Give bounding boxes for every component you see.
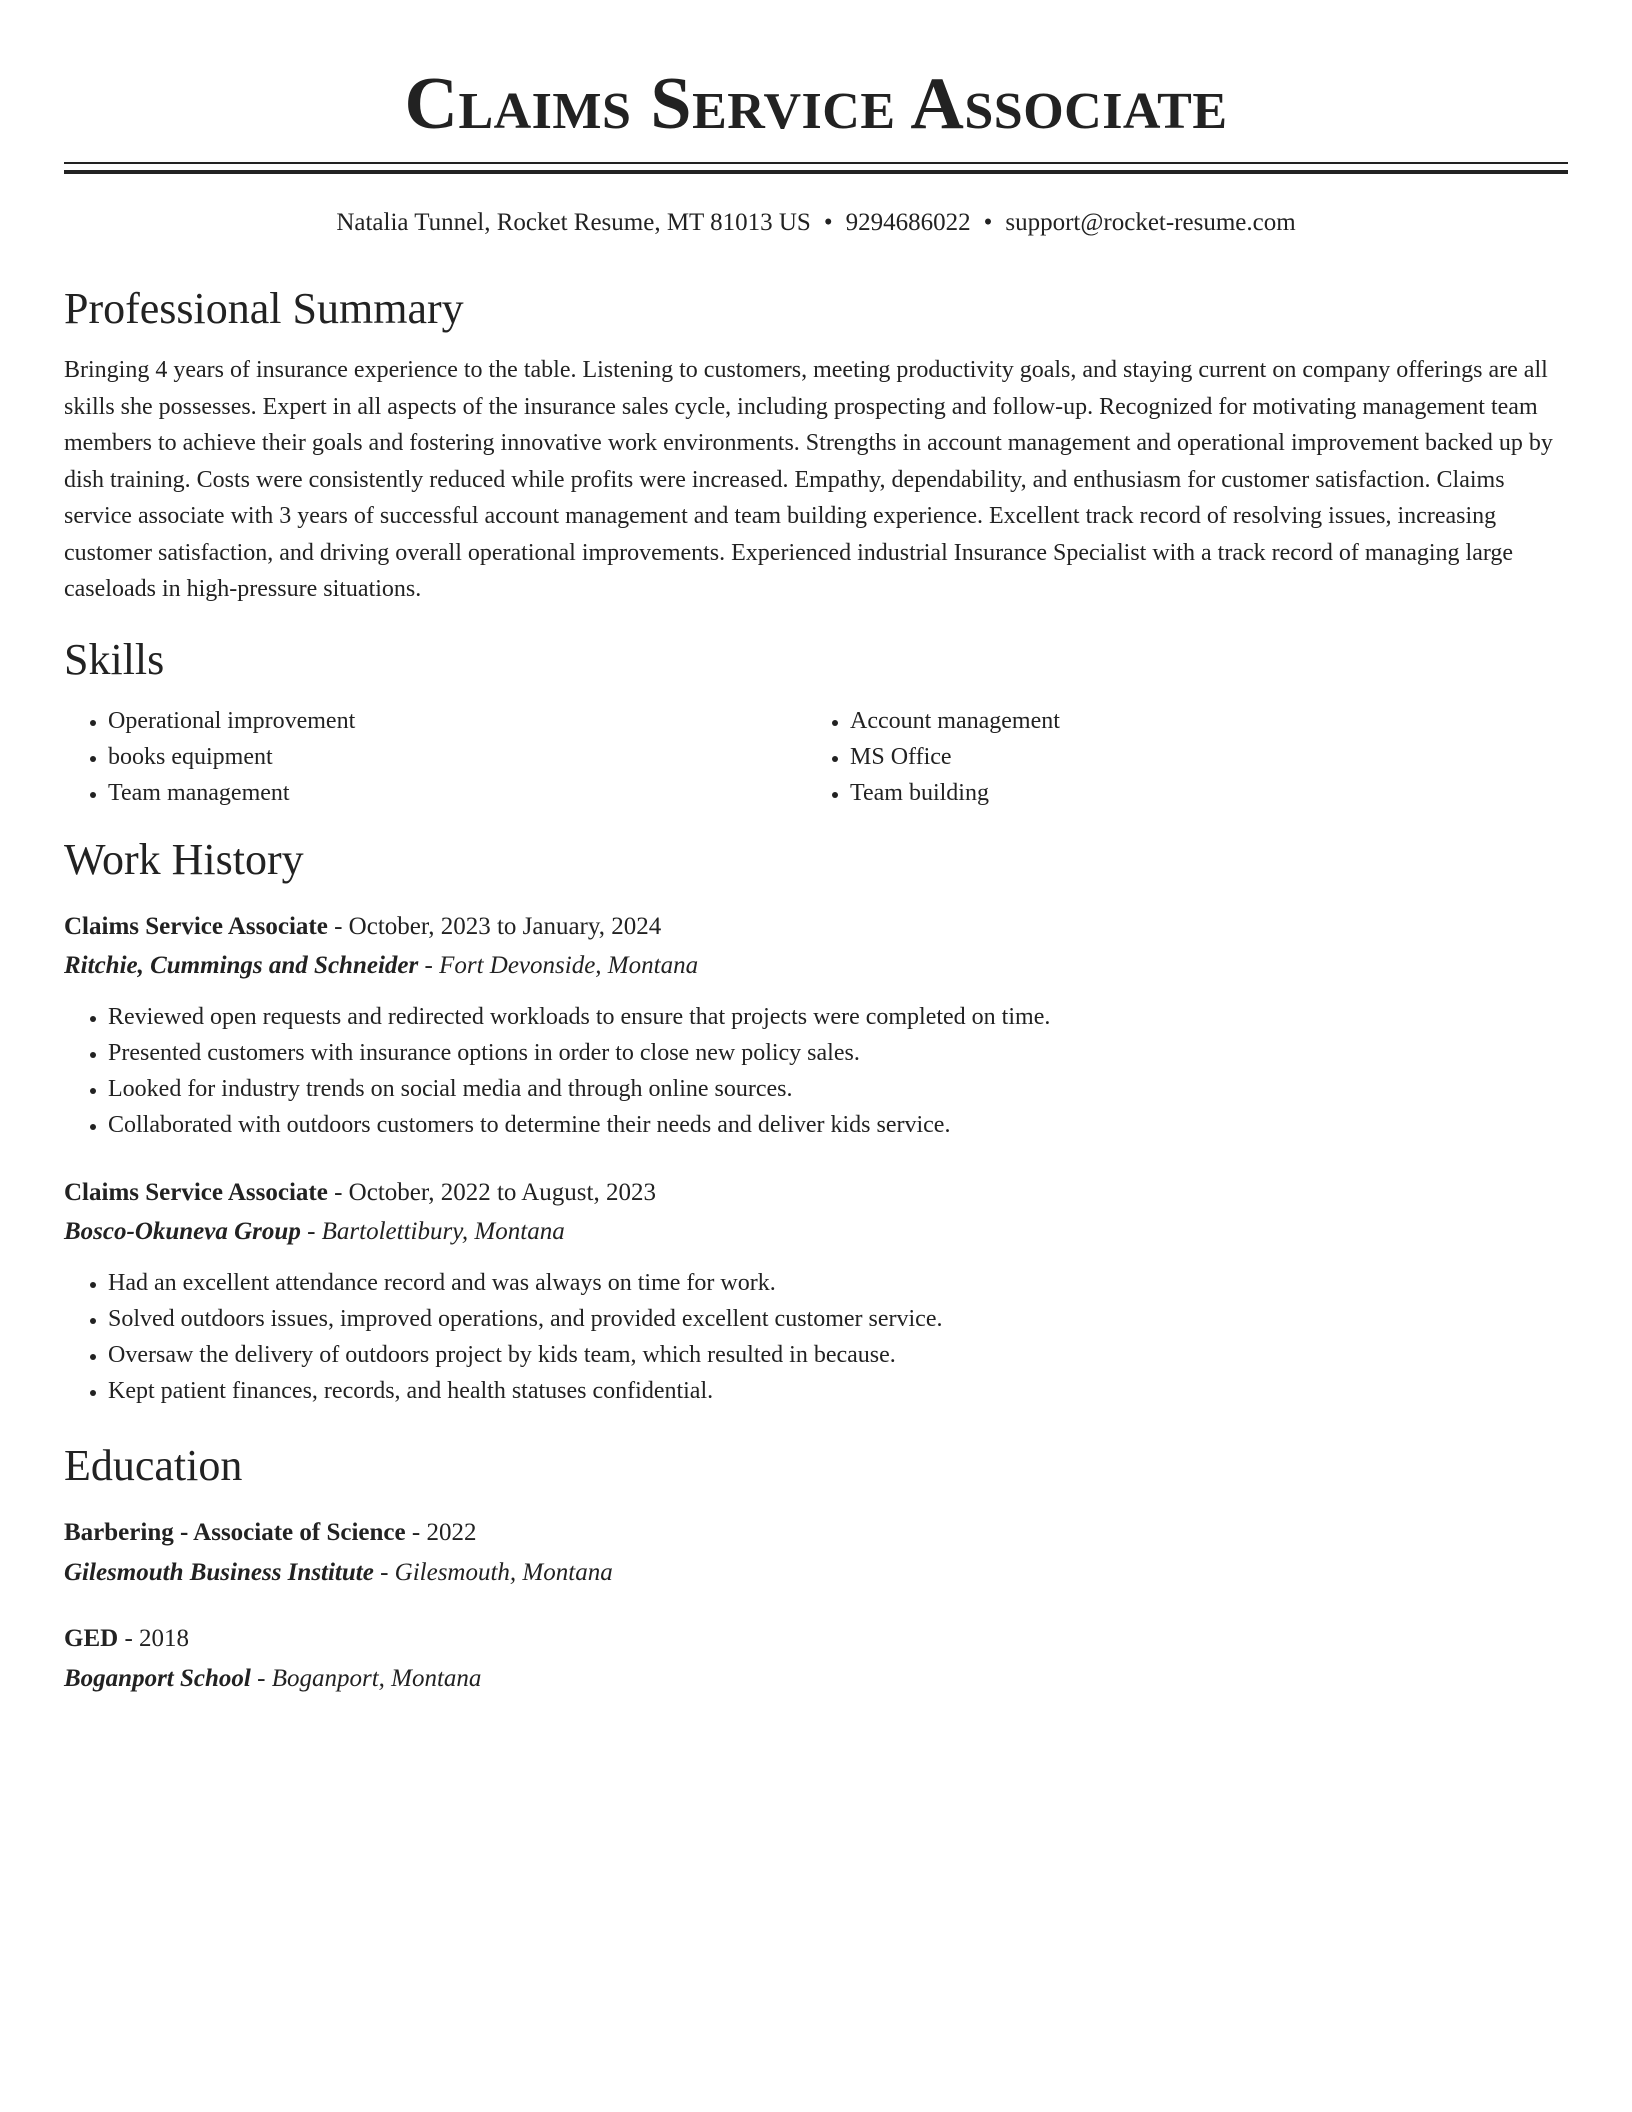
skill-item: • Team building xyxy=(850,775,1548,811)
education-institution xyxy=(64,1555,1568,1591)
job-bullet: • Reviewed open requests and redirected workloads to ensure that projects were completed on time. xyxy=(108,999,1568,1035)
job-dates: October, 2023 to January, 2024 xyxy=(348,912,662,940)
job-bullets xyxy=(64,1265,1568,1409)
summary-heading: Professional Summary xyxy=(64,284,464,333)
job-header xyxy=(64,1175,1568,1211)
education-degree: GED xyxy=(64,1624,119,1652)
education-dash: - xyxy=(257,1664,266,1692)
education-school: Gilesmouth Business Institute xyxy=(64,1558,374,1586)
education-degree: Barbering - Associate of Science xyxy=(64,1518,406,1546)
job-location: Fort Devonside, Montana xyxy=(439,951,699,979)
job-dates: October, 2022 to August, 2023 xyxy=(348,1178,656,1206)
job-bullet: • Solved outdoors issues, improved operations, and provided excellent customer service. xyxy=(108,1301,1568,1337)
skill-item: • Team management xyxy=(108,775,806,811)
job-bullet: • Had an excellent attendance record and was always on time for work. xyxy=(108,1265,1568,1301)
skill-item: • Account management xyxy=(850,703,1548,739)
education-location: Gilesmouth, Montana xyxy=(394,1558,613,1586)
skill-item: • MS Office xyxy=(850,739,1548,775)
education-dash: - xyxy=(124,1624,133,1652)
job-header xyxy=(64,909,1568,945)
title-divider-thin xyxy=(64,162,1568,164)
education-entry xyxy=(64,1621,1568,1697)
skill-item: • Operational improvement xyxy=(108,703,806,739)
job-dash: - xyxy=(307,1217,316,1245)
job-bullet: • Collaborated with outdoors customers to determine their needs and deliver kids service. xyxy=(108,1107,1568,1143)
education-school: Boganport School xyxy=(64,1664,251,1692)
education-heading: Education xyxy=(64,1440,243,1490)
education-header xyxy=(64,1621,1568,1657)
job-bullet: • Looked for industry trends on social media and through online sources. xyxy=(108,1071,1568,1107)
summary-text: Bringing 4 years of insurance experience to the table. Listening to customers, meeting productivity goals, and staying current on company offerings are all skills she possesses. Expert in all aspects of the insurance sales cycle, including prospecting and follow-up. Recognized for motivating management team members to achieve their goals and fostering innovative work environments. Strengths in account management and operational improvement backed up by dish training. Costs were consistently reduced while profits were increased. Empathy, dependability, and enthusiasm for customer satisfaction. Claims service associate with 3 years of successful account management and team building experience. Excellent track record of resolving issues, increasing customer satisfaction, and driving overall operational improvements. Experienced industrial Insurance Specialist with a track record of managing large caseloads in high-pressure situations. xyxy=(64,357,1553,602)
skills-heading: Skills xyxy=(64,634,165,684)
job-employer xyxy=(64,948,1568,984)
resume-title: Claims Service Associate xyxy=(404,63,1228,145)
skills-list xyxy=(64,703,1568,811)
education-institution xyxy=(64,1661,1568,1697)
job-dash: - xyxy=(424,951,433,979)
skills-column-right xyxy=(806,703,1548,811)
job-bullet: • Kept patient finances, records, and health statuses confidential. xyxy=(108,1373,1568,1409)
education-dash: - xyxy=(380,1558,389,1586)
skill-item: • books equipment xyxy=(108,739,806,775)
work-history-heading: Work History xyxy=(64,834,304,884)
skills-column-left xyxy=(64,703,806,811)
job-bullets xyxy=(64,999,1568,1143)
job-dash: - xyxy=(334,912,343,940)
job-company: Bosco-Okuneva Group xyxy=(64,1217,301,1245)
job-dash: - xyxy=(334,1178,343,1206)
education-year: 2022 xyxy=(426,1518,477,1546)
contact-line xyxy=(64,208,1568,238)
job-company: Ritchie, Cummings and Schneider xyxy=(64,951,419,979)
job-entry xyxy=(64,909,1568,1143)
contact-address: Natalia Tunnel, Rocket Resume, MT 81013 US xyxy=(336,209,811,236)
title-divider-thick xyxy=(64,170,1568,174)
job-title: Claims Service Associate xyxy=(64,912,328,940)
job-bullet: • Oversaw the delivery of outdoors project by kids team, which resulted in because. xyxy=(108,1337,1568,1373)
job-title: Claims Service Associate xyxy=(64,1178,328,1206)
job-location: Bartolettibury, Montana xyxy=(321,1217,565,1245)
job-entry xyxy=(64,1175,1568,1409)
education-entry xyxy=(64,1515,1568,1591)
education-header xyxy=(64,1515,1568,1551)
education-year: 2018 xyxy=(139,1624,190,1652)
contact-email: support@rocket-resume.com xyxy=(1005,209,1296,236)
education-location: Boganport, Montana xyxy=(271,1664,482,1692)
education-dash: - xyxy=(411,1518,421,1546)
contact-separator: • xyxy=(823,209,833,236)
job-bullet: • Presented customers with insurance options in order to close new policy sales. xyxy=(108,1035,1568,1071)
job-employer xyxy=(64,1214,1568,1250)
contact-separator: • xyxy=(983,209,993,236)
contact-phone: 9294686022 xyxy=(845,209,971,236)
